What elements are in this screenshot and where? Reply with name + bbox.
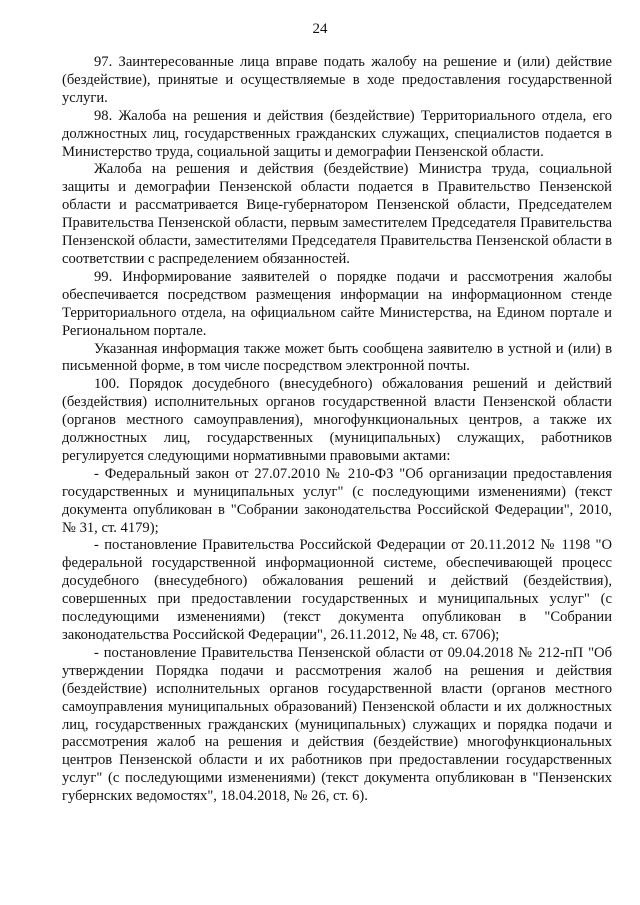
paragraph-100: 100. Порядок досудебного (внесудебного) обжалования решений и действий (бездействия) исполнительных органов государственной власти Пензенской области (органов местного самоуправления), многофункциональных центров, а также их должностных лиц, государственных (муниципальных) служащих, работников регулируется следующими нормативными правовыми актами: (62, 376, 612, 464)
list-item-rf-resolution: - постановление Правительства Российской Федерации от 20.11.2012 № 1198 "О федеральной государственной информационной системе, обеспечивающей процесс досудебного (внесудебного) обжалования решений и действий (бездействия), совершенных при предоставлении государственных и муниципальных услуг" (с последующими изменениями) (текст документа опубликован в "Собрании законодательства Российской Федерации", 26.11.2012, № 48, ст. 6706); (62, 537, 612, 643)
list-item-federal-law: - Федеральный закон от 27.07.2010 № 210-ФЗ "Об организации предоставления государственных и муниципальных услуг" (с последующими изменениями) (текст документа опубликован в "Собрании законодательства Российской Федерации", 2010, № 31, ст. 4179); (62, 465, 612, 536)
list-item-penza-resolution: - постановление Правительства Пензенской области от 09.04.2018 № 212-пП "Об утверждении Порядка подачи и рассмотрения жалоб на решения и действия (бездействие) исполнительных органов государственной власти (органов местного самоуправления муниципальных образований) Пензенской области и их должностных лиц, государственных гражданских (муниципальных) служащих и порядка подачи и рассмотрения жалоб на решения и действия (бездействие) многофункциональных центров Пензенской области и их работников при предоставлении государственных услуг" (с последующими изменениями) (текст документа опубликован в "Пензенских губернских ведомостях", 18.04.2018, № 26, ст. 6). (62, 644, 612, 805)
paragraph-99: 99. Информирование заявителей о порядке подачи и рассмотрения жалобы обеспечивается посредством размещения информации на информационном стенде Территориального отдела, на официальном сайте Министерства, на Едином портале и Региональном портале. (62, 268, 612, 339)
paragraph-98: 98. Жалоба на решения и действия (бездействие) Территориального отдела, его должностных лиц, государственных гражданских служащих, специалистов подается в Министерство труда, социальной защиты и демографии Пензенской области. (62, 107, 612, 160)
paragraph-complaint-minister: Жалоба на решения и действия (бездействие) Министра труда, социальной защиты и демографии Пензенской области подается в Правительство Пензенской области и рассматривается Вице-губернатором Пензенской области, Председателем Правительства Пензенской области, первым заместителем Председателя Правительства Пензенской области, заместителями Председателя Правительства Пензенской области в соответствии с распределением обязанностей. (62, 161, 612, 267)
paragraph-info-delivery: Указанная информация также может быть сообщена заявителю в устной и (или) в письменной форме, в том числе посредством электронной почты. (62, 340, 612, 375)
paragraph-97: 97. Заинтересованные лица вправе подать жалобу на решение и (или) действие (бездействие), принятые и осуществляемые в ходе предоставления государственной услуги. (62, 54, 612, 106)
document-body (62, 54, 612, 806)
page-number: 24 (312, 21, 328, 37)
